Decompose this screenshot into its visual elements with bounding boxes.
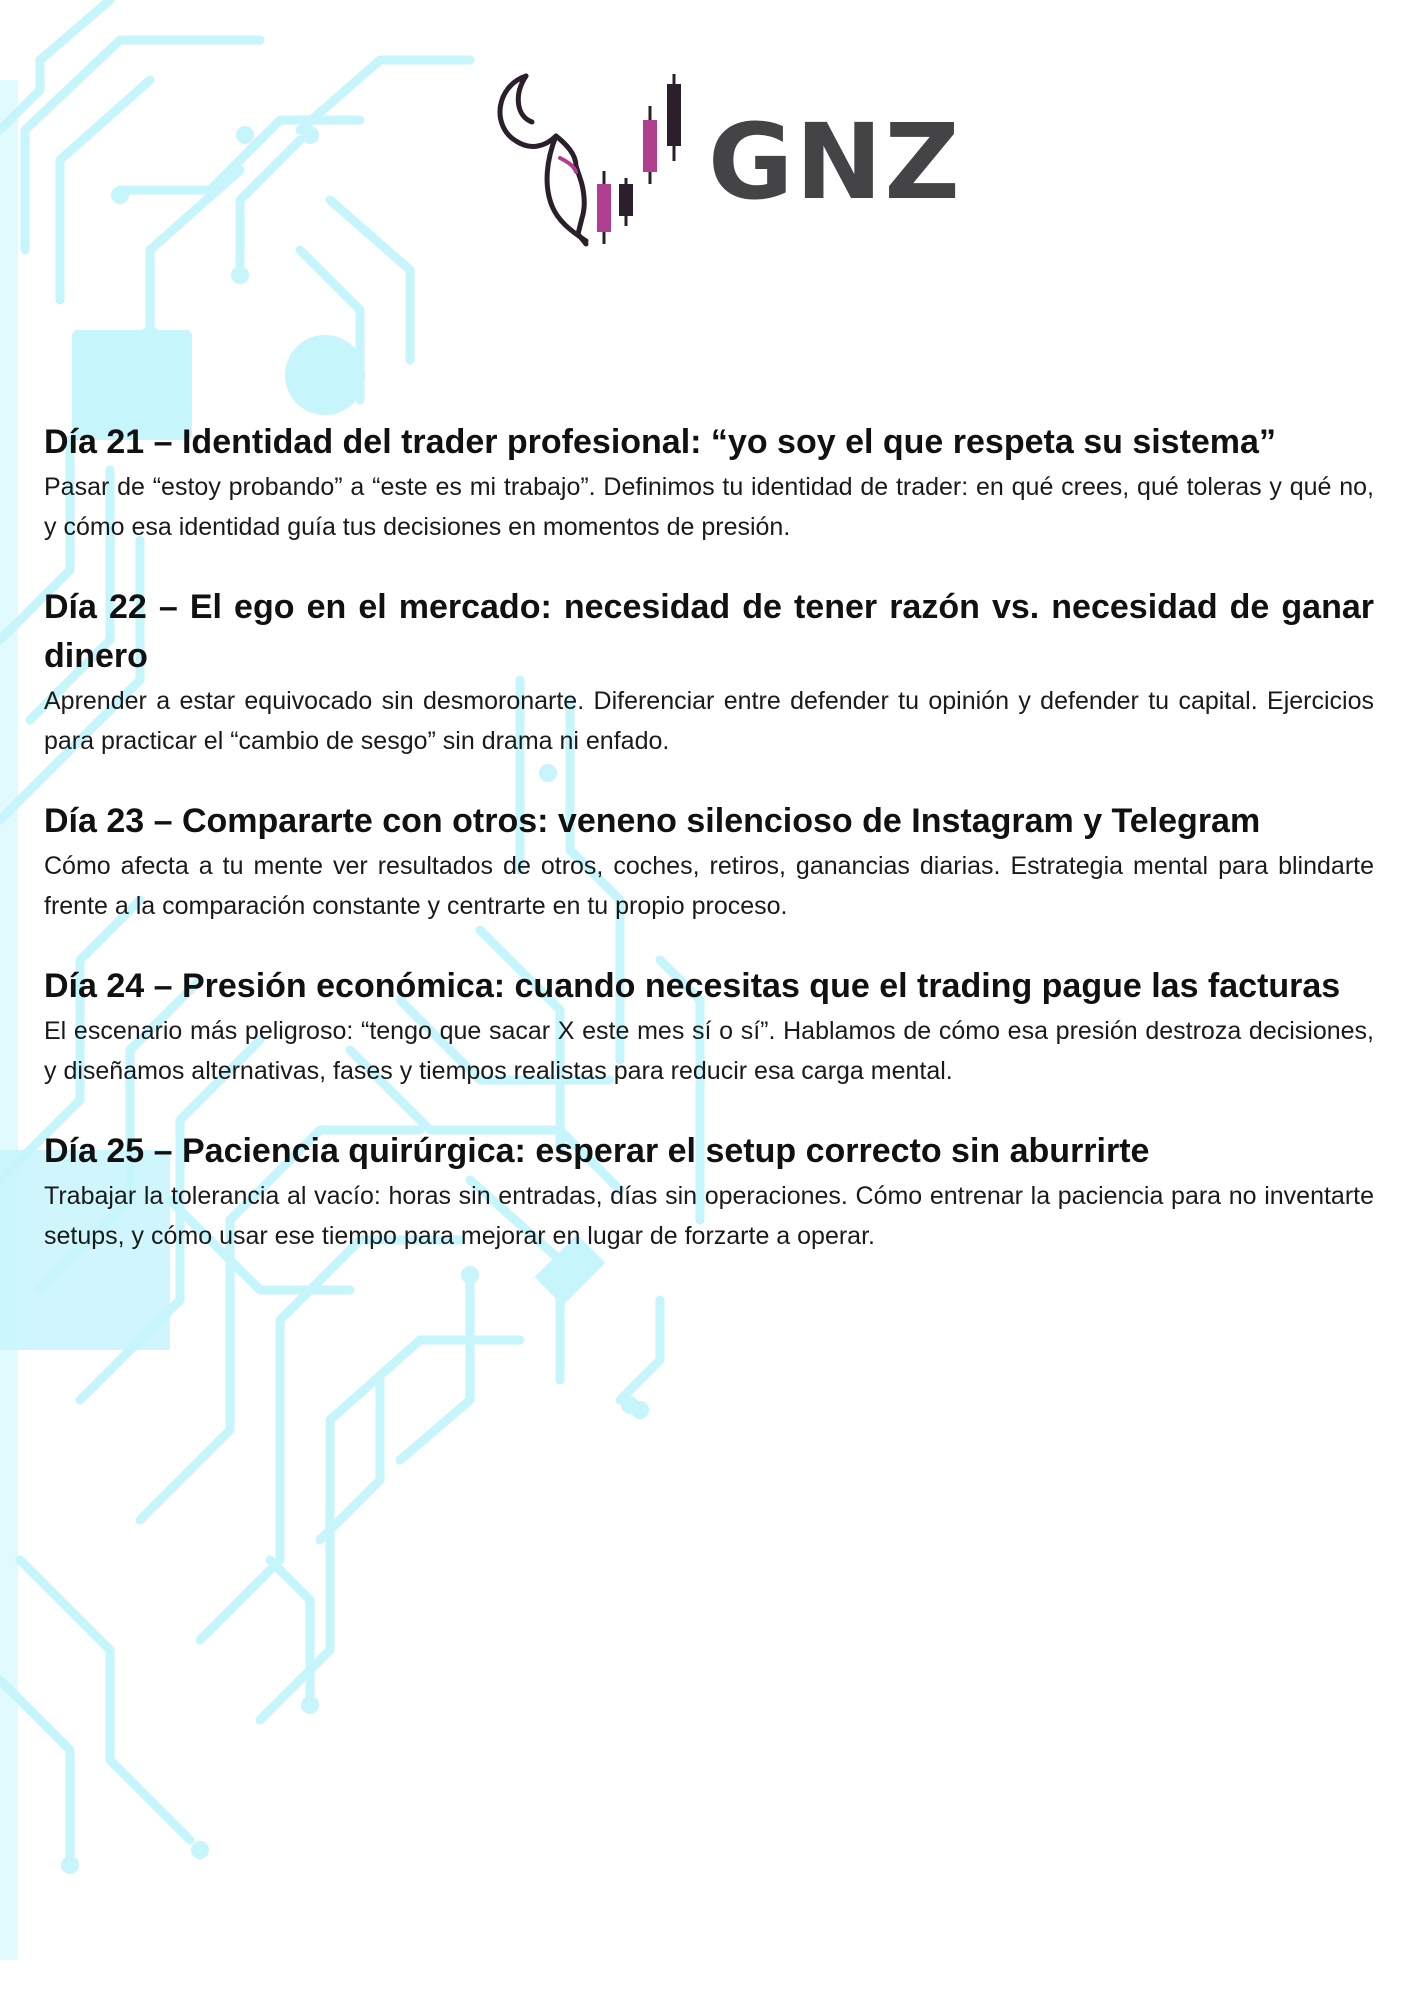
section-body: Pasar de “estoy probando” a “este es mi trabajo”. Definimos tu identidad de trader: en qué crees, qué toleras y qué no, y cómo esa identidad guía tus decisiones en momentos de presión.: [44, 473, 1374, 541]
section-body: Cómo afecta a tu mente ver resultados de otros, coches, retiros, ganancias diarias. Estrategia mental para blindarte frente a la comparación constante y centrarte en tu propio proceso.: [44, 852, 1374, 920]
day-section: [44, 797, 1374, 926]
section-title: Día 23 – Compararte con otros: veneno silencioso de Instagram y Telegram: [44, 802, 1261, 840]
section-title: Día 22 – El ego en el mercado: necesidad de tener razón vs. necesidad de ganar dinero: [44, 588, 1374, 675]
section-body: El escenario más peligroso: “tengo que sacar X este mes sí o sí”. Hablamos de cómo esa presión destroza decisiones, y diseñamos alternativas, fases y tiempos realistas para reducir esa carga mental.: [44, 1017, 1374, 1085]
day-section: [44, 418, 1374, 547]
brand-name: GNZ: [708, 101, 962, 223]
section-body: Aprender a estar equivocado sin desmoronarte. Diferenciar entre defender tu opinión y defender tu capital. Ejercicios para practicar el “cambio de sesgo” sin drama ni enfado.: [44, 687, 1374, 755]
section-title: Día 24 – Presión económica: cuando necesitas que el trading pague las facturas: [44, 967, 1341, 1005]
brand-logo: [486, 66, 962, 256]
day-section: [44, 962, 1374, 1091]
section-title: Día 21 – Identidad del trader profesional: “yo soy el que respeta su sistema”: [44, 423, 1276, 461]
day-section: [44, 583, 1374, 761]
section-title: Día 25 – Paciencia quirúrgica: esperar el setup correcto sin aburrirte: [44, 1132, 1150, 1170]
bull-candlestick-icon: [486, 66, 696, 256]
day-section: [44, 1127, 1374, 1256]
document-content: [44, 418, 1374, 1292]
section-body: Trabajar la tolerancia al vacío: horas sin entradas, días sin operaciones. Cómo entrenar la paciencia para no inventarte setups, y cómo usar ese tiempo para mejorar en lugar de forzarte a operar.: [44, 1182, 1374, 1250]
